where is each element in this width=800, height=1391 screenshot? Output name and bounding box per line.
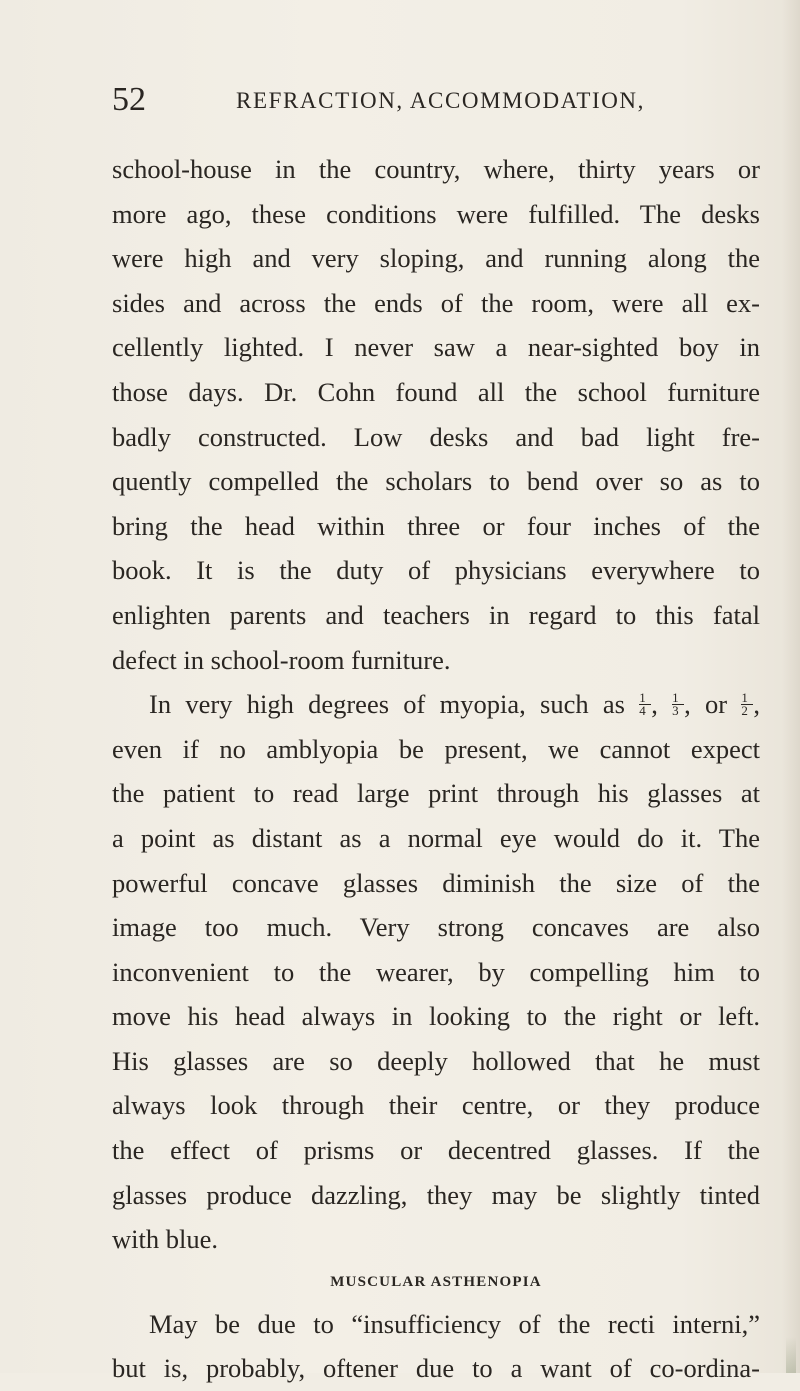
text-line-part: or [705, 689, 728, 720]
text-line: always look through their centre, or they produce [112, 1090, 760, 1121]
text-line: enlighten parents and teachers in regard to this fatal [112, 599, 760, 630]
fraction-denominator: 4 [639, 703, 646, 719]
text-line: move his head always in looking to the right or left. [112, 1001, 760, 1032]
text-line: but is, probably, oftener due to a want of co-ordina- [112, 1353, 760, 1384]
text-line: badly constructed. Low desks and bad light fre- [112, 421, 760, 452]
text-line: those days. Dr. Cohn found all the school furniture [112, 376, 760, 407]
text-line: cellently lighted. I never saw a near-sighted boy in [112, 332, 760, 363]
text-line: sides and across the ends of the room, were all ex- [112, 287, 760, 318]
paragraph-opening-line: In very high degrees of myopia, such as $\frac{1}{4}$ , $\frac{1}{3}$ , or $\frac{1}{2}$ , [149, 689, 761, 720]
fraction [639, 692, 651, 717]
text-line: the effect of prisms or decentred glasses. If the [112, 1135, 760, 1166]
fraction [672, 692, 684, 717]
text-line: image too much. Very strong concaves are also [112, 912, 760, 943]
page-edge-shadow [782, 0, 800, 1373]
text-line: even if no amblyopia be present, we cannot expect [112, 733, 760, 764]
section-heading: MUSCULAR ASTHENOPIA [330, 1273, 542, 1290]
text-line-part: more ago, these conditions were fulfilled. The desks [112, 198, 760, 229]
body-text [112, 147, 760, 1391]
fraction-denominator: 3 [672, 703, 679, 719]
fraction-numerator: 1 [672, 692, 684, 705]
text-line [112, 192, 760, 237]
paragraph-opening-line: May be due to “insufficiency of the recti interni,” [149, 1308, 760, 1339]
text-line: a point as distant as a normal eye would do it. The [112, 822, 760, 853]
text-line: powerful concave glasses diminish the size of the [112, 867, 760, 898]
page-number: 52 [112, 81, 146, 118]
text-line: book. It is the duty of physicians everywhere to [112, 555, 760, 586]
fraction-numerator: 1 [639, 692, 651, 705]
text-line: with blue. [112, 1224, 218, 1255]
text-line: were high and very sloping, and running along the [112, 243, 760, 274]
text-line: school-house in the country, where, thirty years or [112, 154, 760, 184]
page-header [112, 80, 752, 120]
page-corner-mark [786, 1337, 796, 1373]
text-line: glasses produce dazzling, they may be slightly tinted [112, 1179, 760, 1210]
text-line: defect in school-room furniture. [112, 644, 451, 675]
text-line: quently compelled the scholars to bend over so as to [112, 466, 760, 497]
fraction [741, 692, 753, 717]
text-line: His glasses are so deeply hollowed that he must [112, 1045, 760, 1076]
fraction-numerator: 1 [741, 692, 753, 705]
fraction-denominator: 2 [741, 703, 748, 719]
running-head: REFRACTION, ACCOMMODATION, [236, 88, 645, 113]
text-line: bring the head within three or four inches of the [112, 510, 760, 541]
text-line: inconvenient to the wearer, by compelling him to [112, 956, 760, 987]
text-line-part: In very high degrees of myopia, such as [149, 689, 625, 720]
text-line: the patient to read large print through his glasses at [112, 778, 760, 809]
